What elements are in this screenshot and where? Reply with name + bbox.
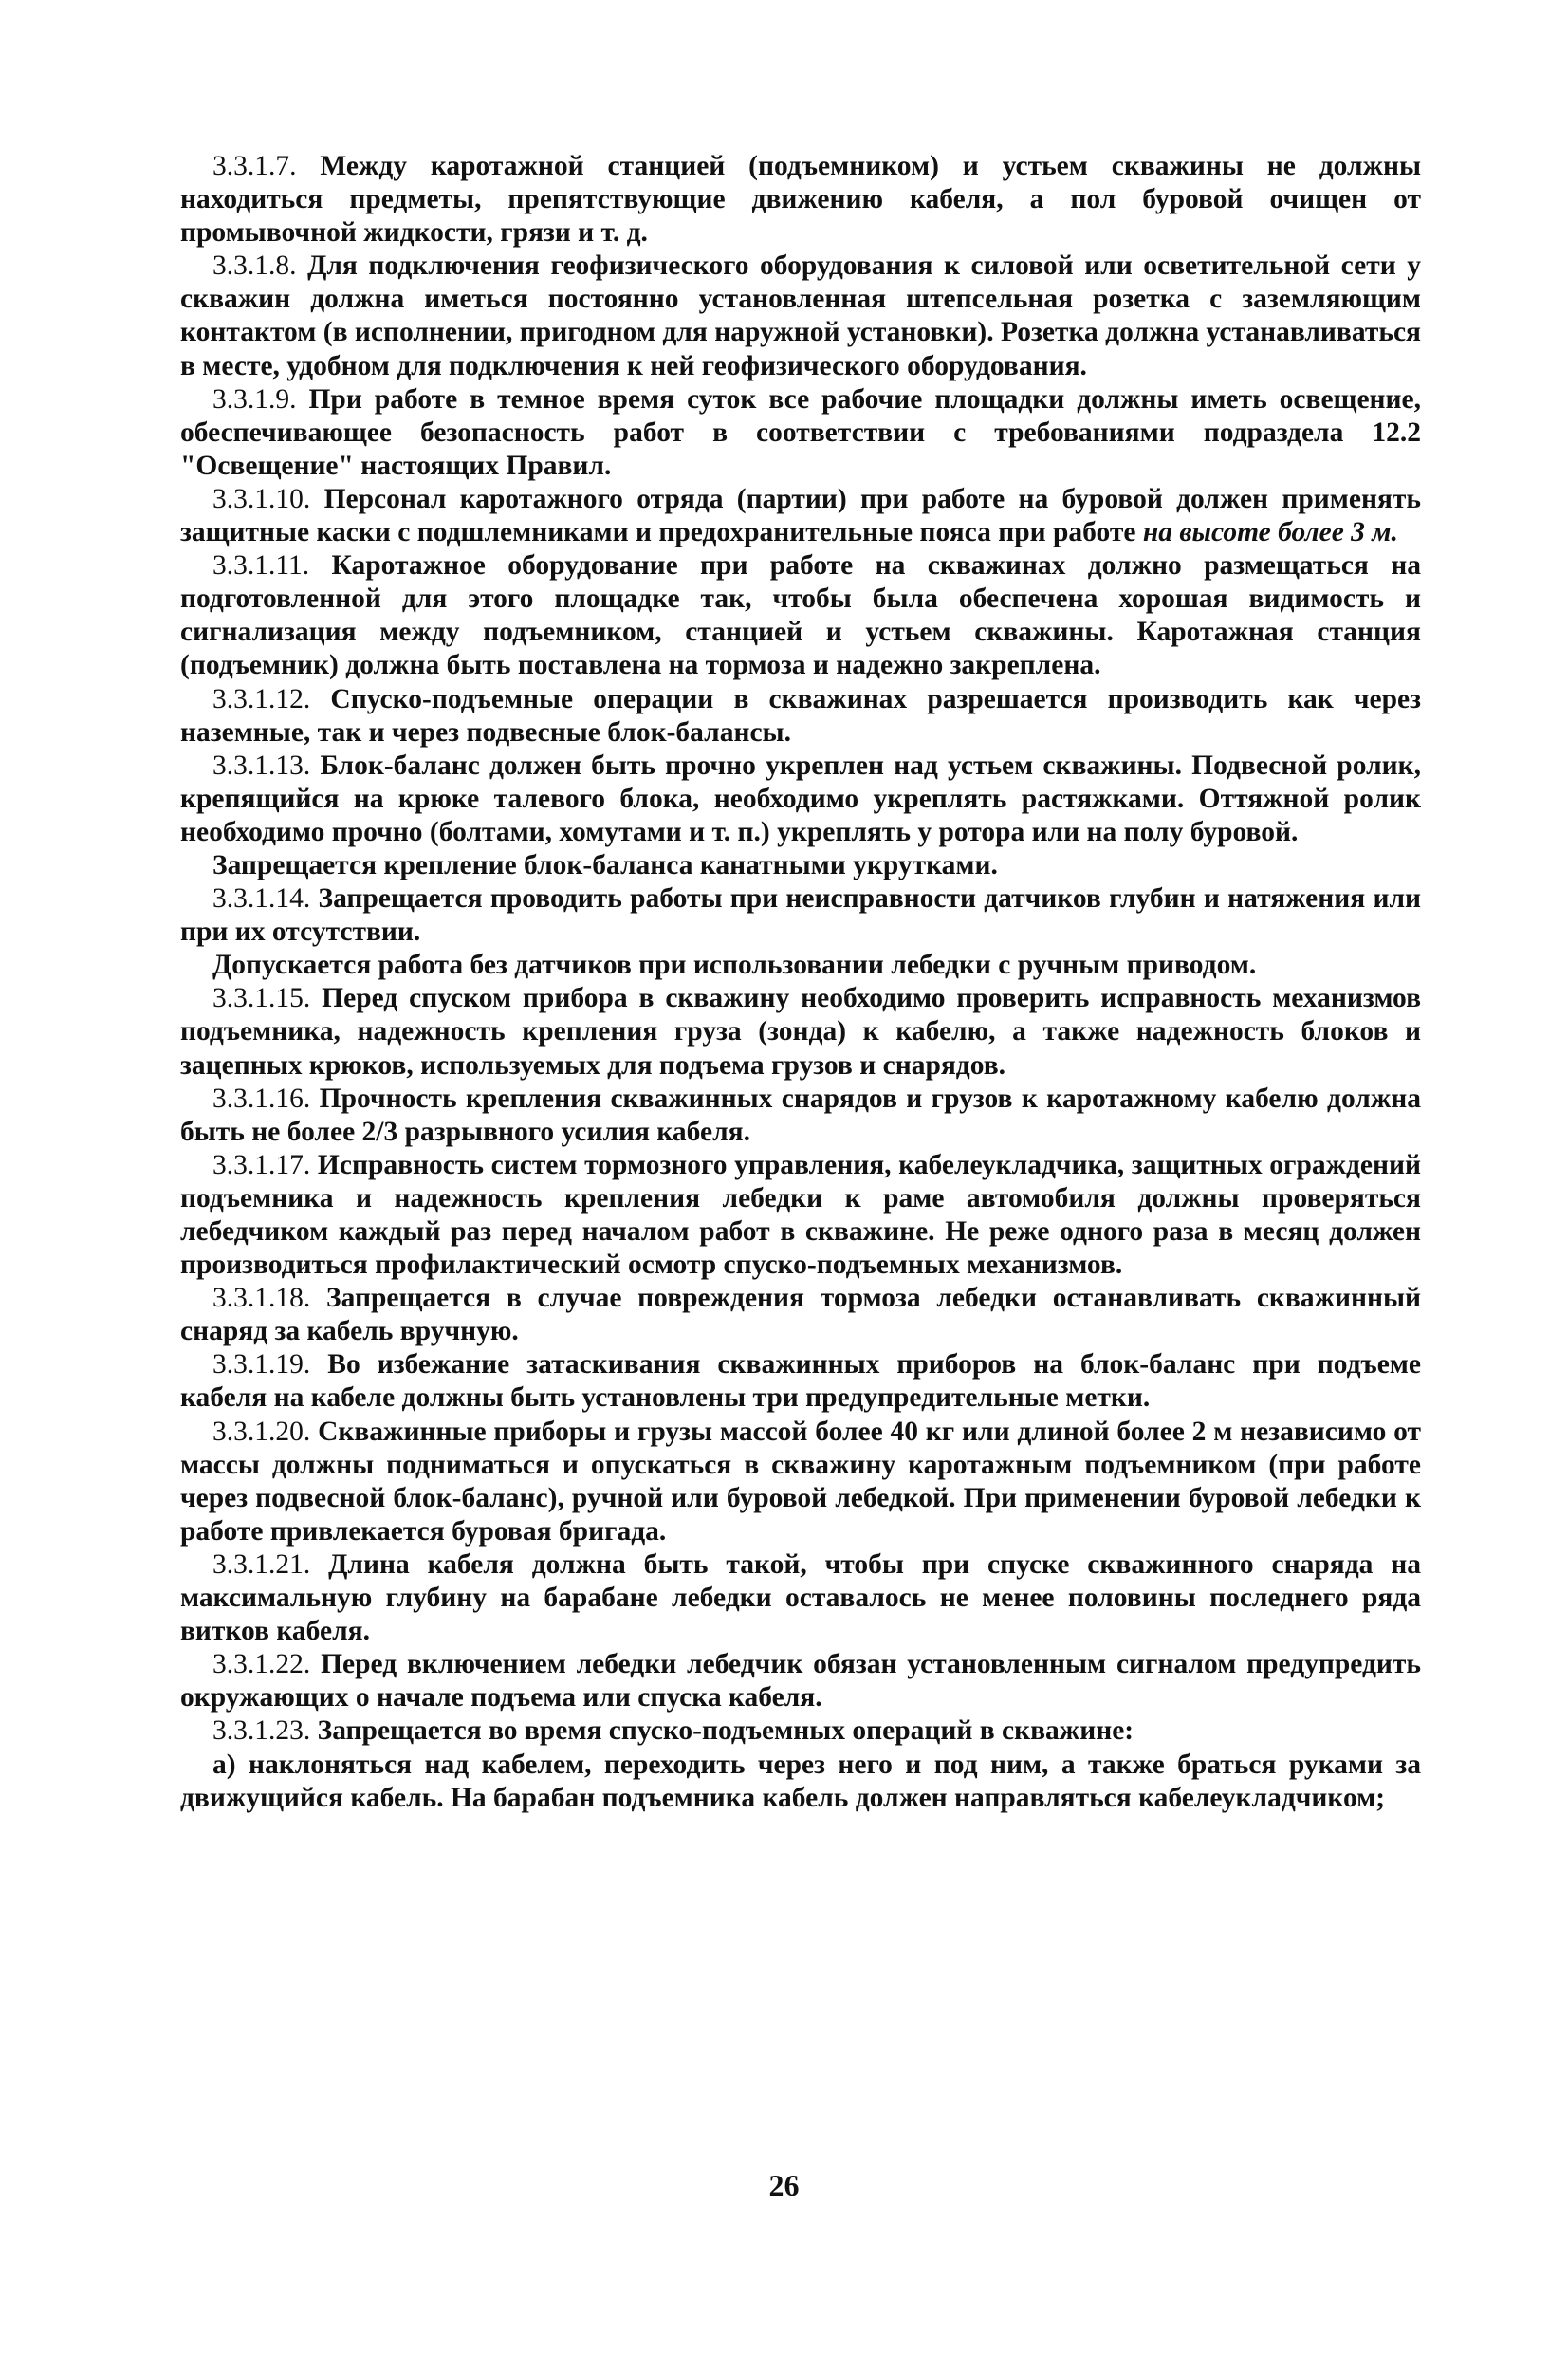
paragraph-3-3-1-21 <box>180 1548 1421 1648</box>
paragraph-number: 3.3.1.13. <box>212 750 311 781</box>
paragraph-3-3-1-7 <box>180 150 1421 250</box>
paragraph-number: 3.3.1.22. <box>212 1649 311 1680</box>
paragraph-3-3-1-15 <box>180 982 1421 1082</box>
paragraph-text: Персонал каротажного отряда (партии) при работе на буровой должен применять защитные каски с подшлемниками и предохранительные пояса при работе <box>180 483 1421 548</box>
paragraph-text: а) наклоняться над кабелем, переходить через него и под ним, а также браться руками за движущийся кабель. На барабан подъемника кабель должен направляться кабелеукладчиком; <box>180 1749 1421 1813</box>
paragraph-text: Допускается работа без датчиков при использовании лебедки с ручным приводом. <box>212 950 1257 981</box>
paragraph-text: Запрещается крепление блок-баланса канатными укрутками. <box>212 849 998 880</box>
paragraph-allowance-manual-winch <box>180 949 1421 982</box>
paragraph-3-3-1-22 <box>180 1648 1421 1714</box>
paragraph-number: 3.3.1.15. <box>212 983 311 1014</box>
paragraph-number: 3.3.1.11. <box>212 550 310 582</box>
paragraph-number: 3.3.1.16. <box>212 1083 311 1114</box>
paragraph-text: Блок-баланс должен быть прочно укреплен над устьем скважины. Подвесной ролик, крепящийся на крюке талевого блока, необходимо укреплять растяжками. Оттяжной ролик необходимо прочно (болтами, хомутами и т. п.) укреплять у ротора или на полу буровой. <box>180 750 1421 847</box>
paragraph-number: 3.3.1.20. <box>212 1416 311 1447</box>
paragraph-text: Между каротажной станцией (подъемником) и устьем скважины не должны находиться предметы, препятствующие движению кабеля, а пол буровой очищен от промывочной жидкости, грязи и т. д. <box>180 151 1421 249</box>
paragraph-number: 3.3.1.18. <box>212 1283 311 1314</box>
paragraph-text: При работе в темное время суток все рабочие площадки должны иметь освещение, обеспечивающее безопасность работ в соответствии с требованиями подраздела 12.2 "Освещение" настоящих Правил. <box>180 383 1422 481</box>
paragraph-3-3-1-17 <box>180 1149 1421 1282</box>
paragraph-3-3-1-20 <box>180 1416 1421 1548</box>
paragraph-text: Перед включением лебедки лебедчик обязан установленным сигналом предупредить окружающих о начале подъема или спуска кабеля. <box>180 1649 1422 1714</box>
paragraph-italic-text: на высоте более 3 м. <box>1142 517 1398 548</box>
paragraph-3-3-1-8 <box>180 250 1421 382</box>
paragraph-number: 3.3.1.12. <box>212 683 311 714</box>
paragraph-item-a <box>180 1749 1421 1815</box>
paragraph-number: 3.3.1.21. <box>212 1548 311 1580</box>
paragraph-number: 3.3.1.14. <box>212 883 311 915</box>
paragraph-3-3-1-23 <box>180 1714 1421 1748</box>
paragraph-number: 3.3.1.17. <box>212 1149 311 1180</box>
paragraph-text: Перед спуском прибора в скважину необходимо проверить исправность механизмов подъемника, надежность крепления груза (зонда) к кабелю, а также надежность блоков и зацепных крюков, используемых для подъема грузов и снарядов. <box>180 983 1422 1081</box>
document-body <box>180 150 1421 1815</box>
paragraph-text: Для подключения геофизического оборудования к силовой или осветительной сети у скважин должна иметься постоянно установленная штепсельная розетка с заземляющим контактом (в исполнении, пригодном для наружной установки). Розетка должна устанавливаться в месте, удобном для подключения к ней геофизического оборудования. <box>180 250 1422 381</box>
paragraph-3-3-1-19 <box>180 1348 1421 1415</box>
paragraph-text: Исправность систем тормозного управления, кабелеукладчика, защитных ограждений подъемника и надежность крепления лебедки к раме автомобиля должны проверяться лебедчиком каждый раз перед началом работ в скважине. Не реже одного раза в месяц должен производиться профилактический осмотр спуско-подъемных механизмов. <box>180 1149 1421 1281</box>
paragraph-text: Спуско-подъемные операции в скважинах разрешается производить как через наземные, так и через подвесные блок-балансы. <box>180 683 1421 748</box>
paragraph-number: 3.3.1.19. <box>212 1349 311 1380</box>
page-number: 26 <box>768 2168 800 2202</box>
paragraph-text: Длина кабеля должна быть такой, чтобы при спуске скважинного снаряда на максимальную глубину на барабане лебедки оставалось не менее половины последнего ряда витков кабеля. <box>180 1548 1422 1647</box>
paragraph-3-3-1-13 <box>180 750 1421 849</box>
paragraph-number: 3.3.1.9. <box>212 383 297 415</box>
paragraph-text: Скважинные приборы и грузы массой более 40 кг или длиной более 2 м независимо от массы должны подниматься и опускаться в скважину каротажным подъемником (при работе через подвесной блок-баланс), ручной или буровой лебедкой. При применении буровой лебедки к работе привлекается буровая бригада. <box>180 1416 1421 1547</box>
paragraph-prohibition-ropes <box>180 849 1421 882</box>
paragraph-3-3-1-14 <box>180 882 1421 949</box>
paragraph-text: Запрещается проводить работы при неисправности датчиков глубин и натяжения или при их отсутствии. <box>180 883 1421 948</box>
paragraph-number: 3.3.1.8. <box>212 250 297 282</box>
paragraph-number: 3.3.1.10. <box>212 483 311 514</box>
paragraph-3-3-1-9 <box>180 383 1421 483</box>
paragraph-3-3-1-12 <box>180 683 1421 750</box>
paragraph-text: Прочность крепления скважинных снарядов и грузов к каротажному кабелю должна быть не более 2/3 разрывного усилия кабеля. <box>180 1083 1421 1147</box>
paragraph-3-3-1-10 <box>180 483 1421 549</box>
paragraph-3-3-1-18 <box>180 1282 1421 1348</box>
paragraph-3-3-1-16 <box>180 1083 1421 1149</box>
paragraph-number: 3.3.1.7. <box>212 151 297 181</box>
paragraph-number: 3.3.1.23. <box>212 1715 311 1747</box>
paragraph-text: Во избежание затаскивания скважинных приборов на блок-баланс при подъеме кабеля на кабеле должны быть установлены три предупредительные метки. <box>180 1349 1421 1414</box>
paragraph-text: Запрещается во время спуско-подъемных операций в скважине: <box>317 1715 1134 1747</box>
paragraph-text: Запрещается в случае повреждения тормоза лебедки останавливать скважинный снаряд за кабель вручную. <box>180 1283 1421 1347</box>
paragraph-3-3-1-11 <box>180 549 1421 682</box>
paragraph-text: Каротажное оборудование при работе на скважинах должно размещаться на подготовленной для этого площадке так, чтобы была обеспечена хорошая видимость и сигнализация между подъемником, станцией и устьем скважины. Каротажная станция (подъемник) должна быть поставлена на тормоза и надежно закреплена. <box>180 550 1421 681</box>
